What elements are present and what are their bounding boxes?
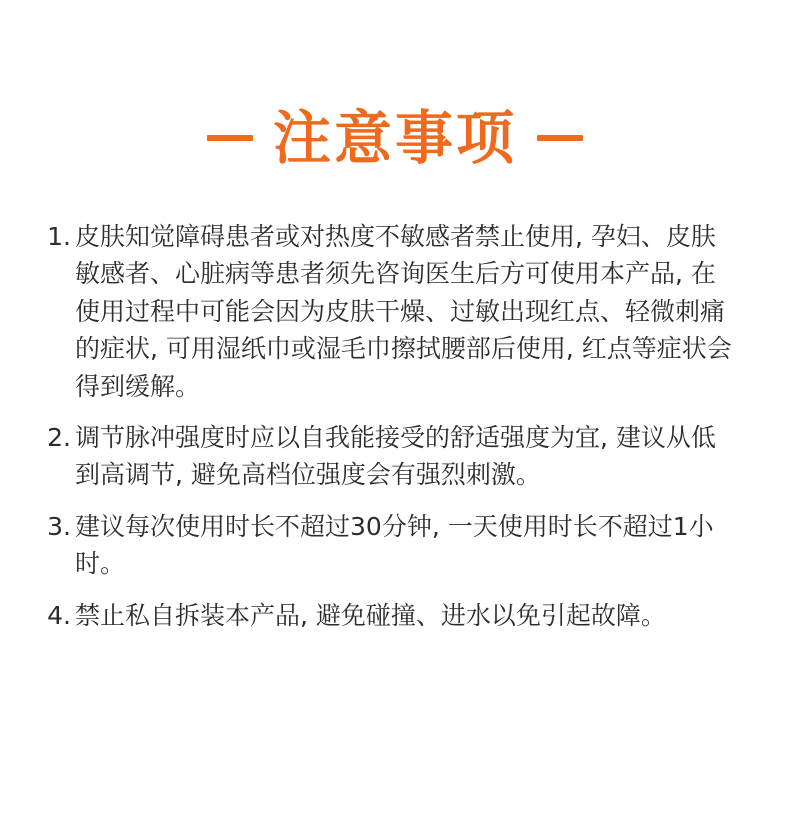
list-item-number: 2. [47, 423, 71, 453]
list-item-text: 禁止私自拆装本产品, 避免碰撞、进水以免引起故障。 [75, 600, 666, 630]
list-item [40, 597, 740, 634]
list-item [40, 508, 740, 583]
list-item-number: 3. [47, 511, 71, 541]
heading [0, 98, 790, 178]
page-title: 注意事项 [272, 104, 517, 172]
list-item [40, 218, 740, 405]
list-item-text: 建议每次使用时长不超过30分钟, 一天使用时长不超过1小时。 [75, 511, 714, 579]
list-item-text: 皮肤知觉障碍患者或对热度不敏感者禁止使用, 孕妇、皮肤敏感者、心脏病等患者须先咨询医生后方可使用本产品, 在使用过程中可能会因为皮肤干燥、过敏出现红点、轻微刺痛的症状, 可用湿纸巾或湿毛巾擦拭腰部后使用, 红点等症状会得到缓解。 [75, 222, 732, 401]
heading-dash-right [537, 135, 583, 141]
list-item-number: 4. [47, 600, 71, 630]
list-item-number: 1. [47, 222, 71, 251]
list-item [40, 419, 740, 494]
notes-list [40, 218, 740, 648]
list-item-text: 调节脉冲强度时应以自我能接受的舒适强度为宜, 建议从低到高调节, 避免高档位强度会有强烈刺激。 [75, 423, 716, 490]
heading-dash-left [207, 135, 253, 141]
